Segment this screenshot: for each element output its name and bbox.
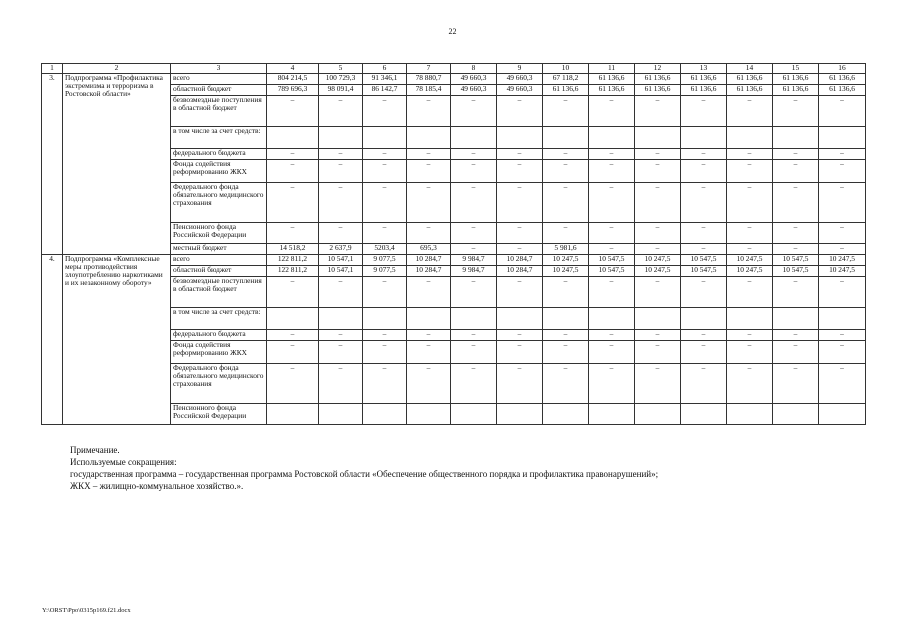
budget-value-cell: – (635, 183, 681, 223)
budget-value-cell: – (497, 277, 543, 308)
budget-value-cell (819, 404, 866, 425)
budget-value-cell: 10 547,5 (589, 266, 635, 277)
budget-value-cell: – (407, 96, 451, 127)
budget-value-cell: – (407, 364, 451, 404)
budget-value-cell (819, 308, 866, 330)
budget-value-cell (407, 404, 451, 425)
budget-value-cell: – (543, 183, 589, 223)
subprogram-title: Подпрограмма «Профилактика экстремизма и терроризма в Ростовской области» (63, 74, 171, 255)
budget-value-cell: 10 547,5 (681, 255, 727, 266)
budget-value-cell: 61 136,6 (819, 74, 866, 85)
funding-source-label: областной бюджет (171, 266, 267, 277)
budget-value-cell: – (407, 149, 451, 160)
budget-value-cell: 100 729,3 (319, 74, 363, 85)
budget-value-cell: – (681, 341, 727, 364)
budget-value-cell: – (635, 364, 681, 404)
budget-value-cell: 10 284,7 (497, 255, 543, 266)
budget-value-cell: – (363, 364, 407, 404)
budget-value-cell: – (727, 330, 773, 341)
budget-value-cell: – (267, 149, 319, 160)
budget-value-cell: – (451, 341, 497, 364)
budget-value-cell (319, 127, 363, 149)
budget-value-cell: 61 136,6 (773, 74, 819, 85)
column-number: 10 (543, 64, 589, 74)
budget-value-cell: – (451, 183, 497, 223)
budget-value-cell: – (451, 277, 497, 308)
budget-value-cell: 49 660,3 (451, 85, 497, 96)
budget-value-cell: – (451, 223, 497, 244)
budget-value-cell: – (773, 364, 819, 404)
budget-value-cell: – (681, 183, 727, 223)
budget-value-cell: – (727, 96, 773, 127)
column-number: 9 (497, 64, 543, 74)
budget-value-cell (773, 127, 819, 149)
budget-value-cell: – (773, 160, 819, 183)
budget-value-cell: – (543, 341, 589, 364)
budget-value-cell: – (363, 149, 407, 160)
budget-value-cell: 49 660,3 (497, 85, 543, 96)
budget-value-cell: – (497, 223, 543, 244)
budget-value-cell: – (773, 330, 819, 341)
budget-value-cell: – (267, 364, 319, 404)
budget-value-cell: – (267, 160, 319, 183)
section-number: 3. (42, 74, 63, 255)
budget-value-cell: 10 284,7 (497, 266, 543, 277)
budget-value-cell: – (727, 341, 773, 364)
budget-value-cell: – (773, 183, 819, 223)
budget-value-cell: – (819, 96, 866, 127)
budget-value-cell: – (363, 341, 407, 364)
budget-value-cell (407, 127, 451, 149)
budget-value-cell: – (363, 96, 407, 127)
budget-value-cell: 78 185,4 (407, 85, 451, 96)
column-number: 4 (267, 64, 319, 74)
budget-value-cell: – (589, 223, 635, 244)
funding-source-label: Фонда содействия реформированию ЖКХ (171, 160, 267, 183)
budget-value-cell: – (497, 330, 543, 341)
column-number: 13 (681, 64, 727, 74)
budget-table (41, 63, 866, 425)
budget-value-cell: – (319, 364, 363, 404)
budget-value-cell: – (363, 330, 407, 341)
budget-value-cell: – (727, 149, 773, 160)
page-number: 22 (448, 27, 457, 36)
budget-value-cell (451, 127, 497, 149)
budget-value-cell: – (635, 96, 681, 127)
budget-value-cell: 2 637,9 (319, 244, 363, 255)
budget-value-cell (497, 308, 543, 330)
funding-source-label: в том числе за счет средств: (171, 308, 267, 330)
budget-value-cell (267, 127, 319, 149)
funding-source-label: безвозмездные поступления в областной бюджет (171, 277, 267, 308)
funding-source-label: областной бюджет (171, 85, 267, 96)
notes (70, 444, 658, 492)
funding-source-label: всего (171, 255, 267, 266)
funding-source-label: в том числе за счет средств: (171, 127, 267, 149)
budget-value-cell: – (497, 341, 543, 364)
budget-value-cell: – (727, 277, 773, 308)
budget-value-cell: – (681, 149, 727, 160)
budget-value-cell (497, 127, 543, 149)
budget-value-cell (635, 404, 681, 425)
budget-value-cell: 10 547,1 (319, 266, 363, 277)
budget-value-cell: 67 118,2 (543, 74, 589, 85)
budget-value-cell: 9 984,7 (451, 255, 497, 266)
budget-value-cell (589, 127, 635, 149)
budget-value-cell: 122 811,2 (267, 255, 319, 266)
budget-value-cell: – (407, 341, 451, 364)
budget-value-cell: – (407, 223, 451, 244)
budget-value-cell (363, 308, 407, 330)
budget-value-cell (451, 308, 497, 330)
column-number: 7 (407, 64, 451, 74)
budget-value-cell: 9 077,5 (363, 255, 407, 266)
budget-value-cell: – (497, 149, 543, 160)
column-number: 16 (819, 64, 866, 74)
budget-value-cell (543, 308, 589, 330)
budget-value-cell: – (451, 149, 497, 160)
budget-value-cell: – (497, 160, 543, 183)
budget-value-cell: – (635, 149, 681, 160)
budget-value-cell: – (589, 364, 635, 404)
budget-value-cell: – (727, 183, 773, 223)
budget-value-cell: – (819, 244, 866, 255)
budget-value-cell: – (451, 160, 497, 183)
budget-value-cell: 122 811,2 (267, 266, 319, 277)
budget-value-cell: – (267, 330, 319, 341)
budget-value-cell: 5 981,6 (543, 244, 589, 255)
budget-value-cell: 98 091,4 (319, 85, 363, 96)
budget-value-cell: – (727, 244, 773, 255)
budget-value-cell: 78 880,7 (407, 74, 451, 85)
budget-value-cell: 61 136,6 (819, 85, 866, 96)
budget-value-cell: – (451, 96, 497, 127)
budget-value-cell: – (267, 183, 319, 223)
budget-value-cell: 10 247,5 (635, 266, 681, 277)
budget-value-cell: 9 077,5 (363, 266, 407, 277)
budget-value-cell: – (319, 223, 363, 244)
budget-value-cell (407, 308, 451, 330)
budget-value-cell (363, 127, 407, 149)
budget-value-cell: 10 547,5 (589, 255, 635, 266)
funding-source-label: Федерального фонда обязательного медицинского страхования (171, 183, 267, 223)
funding-source-label: федерального бюджета (171, 330, 267, 341)
budget-value-cell: 61 136,6 (727, 85, 773, 96)
budget-value-cell: – (773, 149, 819, 160)
budget-value-cell: 61 136,6 (727, 74, 773, 85)
budget-value-cell: – (819, 149, 866, 160)
funding-source-label: местный бюджет (171, 244, 267, 255)
budget-value-cell: – (363, 277, 407, 308)
budget-value-cell (681, 404, 727, 425)
budget-value-cell: 9 984,7 (451, 266, 497, 277)
budget-value-cell: – (451, 244, 497, 255)
budget-value-cell (267, 404, 319, 425)
budget-value-cell: – (681, 96, 727, 127)
budget-value-cell: 10 247,5 (543, 266, 589, 277)
budget-value-cell (773, 308, 819, 330)
budget-value-cell: – (319, 341, 363, 364)
budget-value-cell: – (681, 364, 727, 404)
budget-value-cell: – (773, 341, 819, 364)
budget-value-cell: 10 284,7 (407, 266, 451, 277)
budget-value-cell: – (819, 160, 866, 183)
budget-value-cell (635, 127, 681, 149)
budget-value-cell: – (543, 277, 589, 308)
notes-line-1: государственная программа – государственная программа Ростовской области «Обеспечение общественного порядка и профилактика правонарушений»; (70, 469, 659, 479)
budget-value-cell: – (635, 277, 681, 308)
budget-value-cell (727, 308, 773, 330)
table-row (42, 255, 866, 266)
budget-value-cell: 61 136,6 (635, 85, 681, 96)
budget-value-cell: – (543, 330, 589, 341)
budget-value-cell: 5203,4 (363, 244, 407, 255)
budget-value-cell: – (407, 277, 451, 308)
budget-value-cell: – (407, 183, 451, 223)
budget-value-cell (543, 127, 589, 149)
budget-value-cell (635, 308, 681, 330)
budget-value-cell (363, 404, 407, 425)
funding-source-label: безвозмездные поступления в областной бюджет (171, 96, 267, 127)
budget-value-cell: – (543, 160, 589, 183)
funding-source-label: Пенсионного фонда Российской Федерации (171, 223, 267, 244)
budget-value-cell: – (681, 277, 727, 308)
budget-value-cell: 61 136,6 (681, 74, 727, 85)
budget-value-cell: 14 518,2 (267, 244, 319, 255)
budget-value-cell: 695,3 (407, 244, 451, 255)
budget-value-cell: 10 547,5 (681, 266, 727, 277)
budget-value-cell: – (773, 223, 819, 244)
funding-source-label: Пенсионного фонда Российской Федерации (171, 404, 267, 425)
budget-value-cell: – (589, 160, 635, 183)
budget-value-cell: – (497, 183, 543, 223)
notes-subtitle: Используемые сокращения: (70, 457, 177, 467)
funding-source-label: Федерального фонда обязательного медицинского страхования (171, 364, 267, 404)
column-number: 12 (635, 64, 681, 74)
funding-source-label: всего (171, 74, 267, 85)
budget-value-cell: – (773, 96, 819, 127)
budget-value-cell: 10 547,1 (319, 255, 363, 266)
budget-value-cell: – (819, 183, 866, 223)
budget-value-cell (497, 404, 543, 425)
budget-value-cell: – (363, 223, 407, 244)
budget-value-cell: – (819, 330, 866, 341)
budget-value-cell: – (363, 160, 407, 183)
budget-value-cell: – (363, 183, 407, 223)
budget-value-cell (773, 404, 819, 425)
column-number: 1 (42, 64, 63, 74)
budget-value-cell: 49 660,3 (497, 74, 543, 85)
budget-value-cell: – (267, 223, 319, 244)
budget-value-cell (819, 127, 866, 149)
budget-value-cell: 10 247,5 (635, 255, 681, 266)
budget-value-cell: 804 214,5 (267, 74, 319, 85)
budget-value-cell (681, 127, 727, 149)
budget-value-cell: – (589, 244, 635, 255)
budget-value-cell: 10 247,5 (727, 255, 773, 266)
budget-value-cell: – (819, 223, 866, 244)
budget-value-cell (681, 308, 727, 330)
budget-value-cell: – (267, 341, 319, 364)
budget-value-cell: 10 247,5 (819, 255, 866, 266)
budget-value-cell: 86 142,7 (363, 85, 407, 96)
budget-value-cell: – (727, 160, 773, 183)
budget-value-cell: – (543, 223, 589, 244)
column-number: 14 (727, 64, 773, 74)
budget-value-cell: 91 346,1 (363, 74, 407, 85)
funding-source-label: Фонда содействия реформированию ЖКХ (171, 341, 267, 364)
budget-value-cell (543, 404, 589, 425)
budget-value-cell: – (543, 96, 589, 127)
budget-value-cell: – (727, 223, 773, 244)
budget-value-cell: 789 696,3 (267, 85, 319, 96)
column-number-row (42, 64, 866, 74)
budget-value-cell: – (589, 341, 635, 364)
budget-value-cell (267, 308, 319, 330)
budget-value-cell: – (589, 277, 635, 308)
budget-value-cell: – (681, 160, 727, 183)
column-number: 6 (363, 64, 407, 74)
budget-value-cell: – (407, 160, 451, 183)
subprogram-title: Подпрограмма «Комплексные меры противодействия злоупотреблению наркотиками и их незаконному обороту» (63, 255, 171, 425)
budget-value-cell: 61 136,6 (681, 85, 727, 96)
budget-value-cell: 10 547,5 (773, 255, 819, 266)
funding-source-label: федерального бюджета (171, 149, 267, 160)
notes-line-2: ЖКХ – жилищно-коммунальное хозяйство.». (70, 481, 244, 491)
budget-value-cell: – (635, 160, 681, 183)
budget-value-cell (451, 404, 497, 425)
budget-value-cell: 10 547,5 (773, 266, 819, 277)
budget-value-cell: – (319, 183, 363, 223)
budget-value-cell: – (727, 364, 773, 404)
budget-value-cell (319, 404, 363, 425)
budget-value-cell: – (319, 149, 363, 160)
budget-value-cell: – (681, 330, 727, 341)
budget-value-cell: – (319, 277, 363, 308)
budget-value-cell: – (319, 330, 363, 341)
budget-value-cell: – (589, 96, 635, 127)
budget-value-cell: 61 136,6 (543, 85, 589, 96)
column-number: 8 (451, 64, 497, 74)
column-number: 2 (63, 64, 171, 74)
budget-value-cell: – (407, 330, 451, 341)
budget-value-cell: – (497, 244, 543, 255)
budget-value-cell (589, 404, 635, 425)
budget-value-cell: – (773, 244, 819, 255)
budget-value-cell: 49 660,3 (451, 74, 497, 85)
column-number: 5 (319, 64, 363, 74)
budget-value-cell: – (267, 277, 319, 308)
budget-value-cell (319, 308, 363, 330)
notes-title: Примечание. (70, 445, 120, 455)
budget-value-cell: – (319, 96, 363, 127)
budget-value-cell: – (819, 364, 866, 404)
budget-value-cell: – (451, 330, 497, 341)
budget-value-cell: – (589, 183, 635, 223)
budget-value-cell (589, 308, 635, 330)
budget-value-cell: 61 136,6 (773, 85, 819, 96)
budget-value-cell: – (819, 341, 866, 364)
budget-value-cell: 61 136,6 (635, 74, 681, 85)
budget-value-cell: – (589, 149, 635, 160)
column-number: 15 (773, 64, 819, 74)
budget-value-cell: – (635, 330, 681, 341)
budget-value-cell: – (543, 364, 589, 404)
budget-value-cell (727, 127, 773, 149)
budget-value-cell: – (589, 330, 635, 341)
budget-value-cell: 61 136,6 (589, 74, 635, 85)
budget-value-cell: – (681, 244, 727, 255)
budget-value-cell: – (543, 149, 589, 160)
budget-value-cell: – (451, 364, 497, 404)
budget-value-cell: – (773, 277, 819, 308)
budget-value-cell: – (819, 277, 866, 308)
budget-value-cell: – (635, 341, 681, 364)
budget-value-cell (727, 404, 773, 425)
table-row (42, 74, 866, 85)
budget-value-cell: 10 247,5 (543, 255, 589, 266)
budget-value-cell: – (319, 160, 363, 183)
budget-value-cell: 10 247,5 (819, 266, 866, 277)
budget-value-cell: 61 136,6 (589, 85, 635, 96)
budget-value-cell: – (681, 223, 727, 244)
column-number: 11 (589, 64, 635, 74)
budget-value-cell: – (635, 223, 681, 244)
budget-value-cell: 10 284,7 (407, 255, 451, 266)
budget-value-cell: – (497, 96, 543, 127)
budget-value-cell: 10 247,5 (727, 266, 773, 277)
column-number: 3 (171, 64, 267, 74)
file-path-footer: Y:\ORST\Ppo\0315p169.f21.docx (42, 607, 131, 614)
budget-value-cell: – (267, 96, 319, 127)
section-number: 4. (42, 255, 63, 425)
budget-value-cell: – (635, 244, 681, 255)
budget-value-cell: – (497, 364, 543, 404)
